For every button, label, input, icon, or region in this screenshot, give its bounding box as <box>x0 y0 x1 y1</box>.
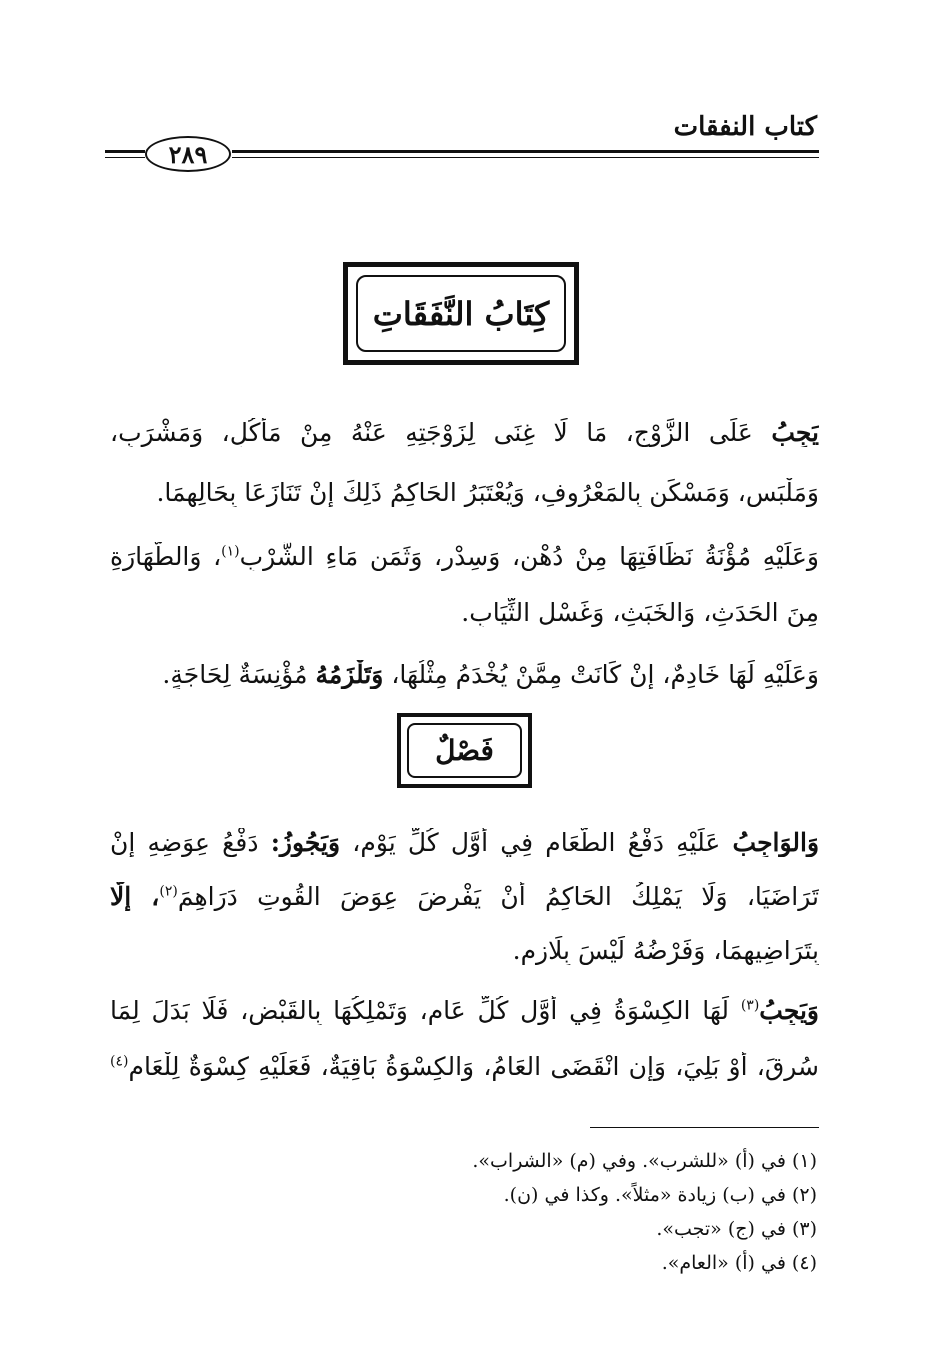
paragraph-1-line-2: وَمَلْبَسٍ، وَمَسْكَنٍ بِالمَعْرُوفِ، وَيُعْتَبَرُ الحَاكِمُ ذَلِكَ إِنْ تَنَازَعَا بِحَالِهِمَا. <box>156 478 819 507</box>
footnote-3: (٣) في (ج) «تجب». <box>656 1218 817 1240</box>
bold-word: يَجِبُ <box>771 418 819 447</box>
text-run: وَعَلَيْهِ لَهَا خَادِمٌ، إِنْ كَانَتْ مِمَّنْ يُخْدَمُ مِثْلُهَا، <box>391 660 819 689</box>
header-rule-left-thin <box>105 157 145 158</box>
paragraph-1-line-1 <box>110 418 819 447</box>
paragraph-4-line-2 <box>110 882 819 911</box>
paragraph-2-line-2: مِنَ الحَدَثِ، وَالخَبَثِ، وَغَسْلِ الثِّيَابِ. <box>461 598 819 627</box>
bold-word: وَيَجُوزُ: <box>270 828 341 857</box>
paragraph-4-line-1 <box>110 828 819 857</box>
header-rule <box>232 150 819 153</box>
footnote-1: (١) في (أ) «للشرب». وفي (م) «الشراب». <box>472 1150 817 1172</box>
running-header-title: كتاب النفقات <box>673 112 817 142</box>
chapter-title: كِتَابُ النَّفَقَاتِ <box>356 275 566 352</box>
text-run: دَفْعُ عِوَضِهِ إِنْ <box>110 828 259 857</box>
paragraph-5-line-1 <box>110 996 819 1025</box>
footnote-ref: (٢) <box>159 883 178 900</box>
text-run: ، إِلَّا <box>110 882 160 911</box>
text-run: مُؤْنِسَةٌ لِحَاجَةٍ. <box>162 660 308 689</box>
header-rule-thin <box>232 157 819 158</box>
footnote-4: (٤) في (أ) «العام». <box>661 1252 817 1274</box>
footnote-ref: (١) <box>221 543 240 560</box>
text-run: ، وَالطَّهَارَةِ <box>110 542 222 571</box>
paragraph-3-line-1 <box>110 660 819 689</box>
text-run: تَرَاضَيَا، وَلَا يَمْلِكُ الحَاكِمُ أَنْ يَفْرِضَ عِوَضَ القُوتِ دَرَاهِمَ <box>177 882 819 911</box>
header-rule-left <box>105 150 145 153</box>
text-run: لَهَا الكِسْوَةُ فِي أَوَّلِ كُلِّ عَامٍ، وَتَمْلِكُهَا بِالقَبْضِ، فَلَا بَدَلَ لِمَا <box>110 996 729 1025</box>
text-run: عَلَيْهِ دَفْعُ الطَّعَامِ فِي أَوَّلِ كُلِّ يَوْمٍ، <box>352 828 721 857</box>
paragraph-2-line-1 <box>110 542 819 571</box>
text-run: سُرِقَ، أَوْ بَلِيَ، وَإِنِ انْقَضَى العَامُ، وَالكِسْوَةُ بَاقِيَةٌ، فَعَلَيْهِ كِسْوَةٌ لِلْعَامِ <box>128 1052 819 1081</box>
bold-word: وَالوَاجِبُ <box>732 828 819 857</box>
bold-word: وَتَلْزَمُهُ <box>315 660 384 689</box>
footnote-2: (٢) في (ب) زيادة «مثلاً». وكذا في (ن). <box>503 1184 817 1206</box>
footnote-separator <box>590 1127 819 1128</box>
footnote-ref: (٤) <box>110 1053 129 1070</box>
chapter-title-frame <box>343 262 579 365</box>
text-run: عَلَى الزَّوْجِ، مَا لَا غِنَى لِزَوْجَتِهِ عَنْهُ مِنْ مَأْكُلٍ، وَمَشْرَبٍ، <box>110 418 753 447</box>
page-number: ٢٨٩ <box>145 136 231 172</box>
bold-word: وَيَجِبُ <box>759 996 819 1025</box>
footnote-ref: (٣) <box>740 997 760 1014</box>
text-run: وَعَلَيْهِ مُؤْنَةُ نَظَافَتِهَا مِنْ دُهْنٍ، وَسِدْرٍ، وَثَمَنِ مَاءِ الشُّرْبِ <box>239 542 819 571</box>
paragraph-5-line-2 <box>110 1052 819 1081</box>
paragraph-4-line-3: بِتَرَاضِيهِمَا، وَفَرْضُهُ لَيْسَ بِلَازِمٍ. <box>512 936 819 965</box>
section-heading-frame <box>397 713 532 788</box>
section-heading: فَصْلٌ <box>407 723 522 778</box>
